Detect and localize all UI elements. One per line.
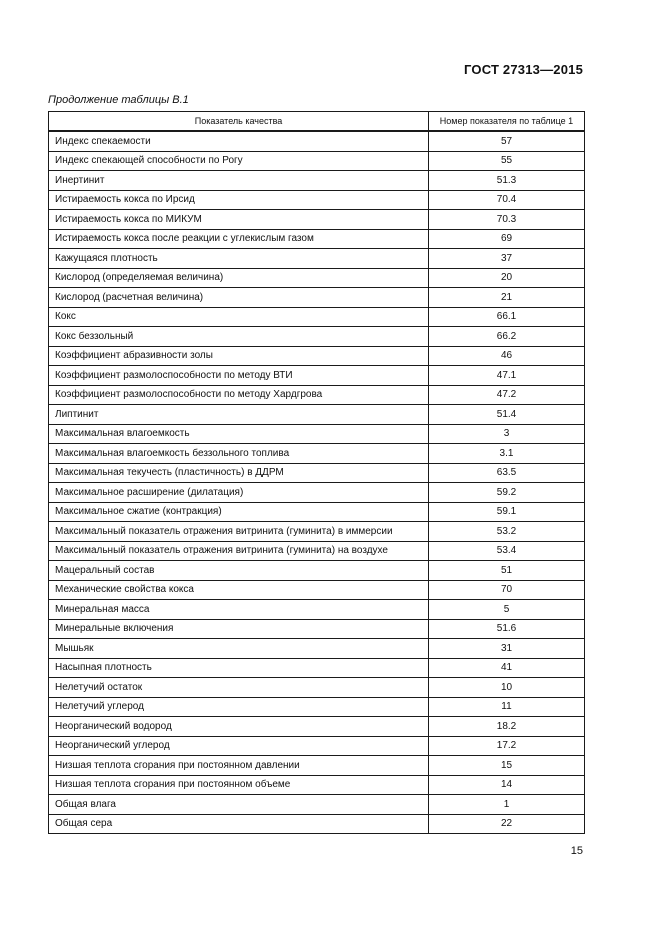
indicator-name-cell: Общая сера <box>49 814 429 834</box>
indicator-number-cell: 70.3 <box>429 210 585 230</box>
table-row <box>49 405 585 425</box>
indicator-name-cell: Кокс <box>49 307 429 327</box>
table-row <box>49 639 585 659</box>
table-row <box>49 288 585 308</box>
table-row <box>49 814 585 834</box>
table-row <box>49 366 585 386</box>
table-header-row <box>49 112 585 132</box>
indicator-name-cell: Максимальный показатель отражения витринита (гуминита) в иммерсии <box>49 522 429 542</box>
indicator-number-cell: 10 <box>429 678 585 698</box>
indicator-name-cell: Коэффициент абразивности золы <box>49 346 429 366</box>
indicator-number-cell: 5 <box>429 600 585 620</box>
indicator-number-cell: 3.1 <box>429 444 585 464</box>
table-row <box>49 385 585 405</box>
indicator-number-cell: 70 <box>429 580 585 600</box>
table-row <box>49 522 585 542</box>
indicator-number-cell: 20 <box>429 268 585 288</box>
indicator-name-cell: Неорганический водород <box>49 717 429 737</box>
indicator-number-cell: 51.4 <box>429 405 585 425</box>
column-header-number: Номер показателя по таблице 1 <box>429 112 585 132</box>
table-row <box>49 424 585 444</box>
table-row <box>49 736 585 756</box>
table-row <box>49 151 585 171</box>
indicator-name-cell: Максимальная текучесть (пластичность) в ДДРМ <box>49 463 429 483</box>
indicator-name-cell: Максимальная влагоемкость <box>49 424 429 444</box>
indicator-name-cell: Истираемость кокса после реакции с углекислым газом <box>49 229 429 249</box>
document-code: ГОСТ 27313—2015 <box>464 62 583 77</box>
indicator-name-cell: Максимальная влагоемкость беззольного топлива <box>49 444 429 464</box>
indicator-number-cell: 51 <box>429 561 585 581</box>
indicator-name-cell: Нелетучий остаток <box>49 678 429 698</box>
table-row <box>49 483 585 503</box>
column-header-indicator: Показатель качества <box>49 112 429 132</box>
page-number: 15 <box>570 845 583 857</box>
indicator-name-cell: Насыпная плотность <box>49 658 429 678</box>
indicator-name-cell: Нелетучий углерод <box>49 697 429 717</box>
indicator-number-cell: 63.5 <box>429 463 585 483</box>
quality-indicators-table <box>48 111 585 834</box>
table-row <box>49 131 585 151</box>
indicator-name-cell: Кислород (расчетная величина) <box>49 288 429 308</box>
indicator-name-cell: Липтинит <box>49 405 429 425</box>
table-row <box>49 541 585 561</box>
indicator-number-cell: 47.1 <box>429 366 585 386</box>
indicator-number-cell: 57 <box>429 131 585 151</box>
table-row <box>49 463 585 483</box>
indicator-name-cell: Кажущаяся плотность <box>49 249 429 269</box>
indicator-name-cell: Коэффициент размолоспособности по методу Хардгрова <box>49 385 429 405</box>
indicator-number-cell: 18.2 <box>429 717 585 737</box>
indicator-number-cell: 41 <box>429 658 585 678</box>
indicator-name-cell: Минеральные включения <box>49 619 429 639</box>
indicator-number-cell: 22 <box>429 814 585 834</box>
table-body <box>49 131 585 834</box>
table-row <box>49 229 585 249</box>
table-row <box>49 756 585 776</box>
indicator-number-cell: 37 <box>429 249 585 269</box>
indicator-number-cell: 69 <box>429 229 585 249</box>
indicator-number-cell: 21 <box>429 288 585 308</box>
indicator-number-cell: 3 <box>429 424 585 444</box>
indicator-name-cell: Максимальное расширение (дилатация) <box>49 483 429 503</box>
indicator-name-cell: Инертинит <box>49 171 429 191</box>
table-row <box>49 697 585 717</box>
indicator-number-cell: 66.1 <box>429 307 585 327</box>
indicator-number-cell: 15 <box>429 756 585 776</box>
table-row <box>49 561 585 581</box>
table-row <box>49 249 585 269</box>
table-row <box>49 600 585 620</box>
indicator-name-cell: Низшая теплота сгорания при постоянном объеме <box>49 775 429 795</box>
indicator-number-cell: 51.3 <box>429 171 585 191</box>
table-row <box>49 717 585 737</box>
indicator-name-cell: Минеральная масса <box>49 600 429 620</box>
table-row <box>49 678 585 698</box>
table-row <box>49 795 585 815</box>
indicator-name-cell: Кислород (определяемая величина) <box>49 268 429 288</box>
indicator-name-cell: Низшая теплота сгорания при постоянном давлении <box>49 756 429 776</box>
table-row <box>49 580 585 600</box>
indicator-number-cell: 14 <box>429 775 585 795</box>
indicator-number-cell: 1 <box>429 795 585 815</box>
indicator-number-cell: 17.2 <box>429 736 585 756</box>
indicator-number-cell: 53.4 <box>429 541 585 561</box>
indicator-name-cell: Индекс спекаемости <box>49 131 429 151</box>
indicator-name-cell: Мацеральный состав <box>49 561 429 581</box>
indicator-name-cell: Неорганический углерод <box>49 736 429 756</box>
table-row <box>49 327 585 347</box>
table-row <box>49 619 585 639</box>
indicator-name-cell: Истираемость кокса по Ирсид <box>49 190 429 210</box>
indicator-number-cell: 47.2 <box>429 385 585 405</box>
table-row <box>49 171 585 191</box>
indicator-number-cell: 70.4 <box>429 190 585 210</box>
indicator-name-cell: Коэффициент размолоспособности по методу ВТИ <box>49 366 429 386</box>
indicator-name-cell: Максимальный показатель отражения витринита (гуминита) на воздухе <box>49 541 429 561</box>
indicator-name-cell: Истираемость кокса по МИКУМ <box>49 210 429 230</box>
table-row <box>49 268 585 288</box>
indicator-number-cell: 31 <box>429 639 585 659</box>
table-row <box>49 210 585 230</box>
indicator-name-cell: Общая влага <box>49 795 429 815</box>
indicator-number-cell: 46 <box>429 346 585 366</box>
indicator-number-cell: 66.2 <box>429 327 585 347</box>
table-row <box>49 444 585 464</box>
indicator-name-cell: Индекс спекающей способности по Рогу <box>49 151 429 171</box>
table-row <box>49 658 585 678</box>
indicator-name-cell: Максимальное сжатие (контракция) <box>49 502 429 522</box>
indicator-number-cell: 51.6 <box>429 619 585 639</box>
table-row <box>49 346 585 366</box>
indicator-name-cell: Кокс беззольный <box>49 327 429 347</box>
indicator-name-cell: Механические свойства кокса <box>49 580 429 600</box>
table-caption: Продолжение таблицы В.1 <box>48 94 189 106</box>
table-row <box>49 502 585 522</box>
indicator-number-cell: 53.2 <box>429 522 585 542</box>
indicator-name-cell: Мышьяк <box>49 639 429 659</box>
table-row <box>49 775 585 795</box>
table-row <box>49 190 585 210</box>
indicator-number-cell: 11 <box>429 697 585 717</box>
indicator-number-cell: 59.2 <box>429 483 585 503</box>
indicator-number-cell: 55 <box>429 151 585 171</box>
table-row <box>49 307 585 327</box>
indicator-number-cell: 59.1 <box>429 502 585 522</box>
